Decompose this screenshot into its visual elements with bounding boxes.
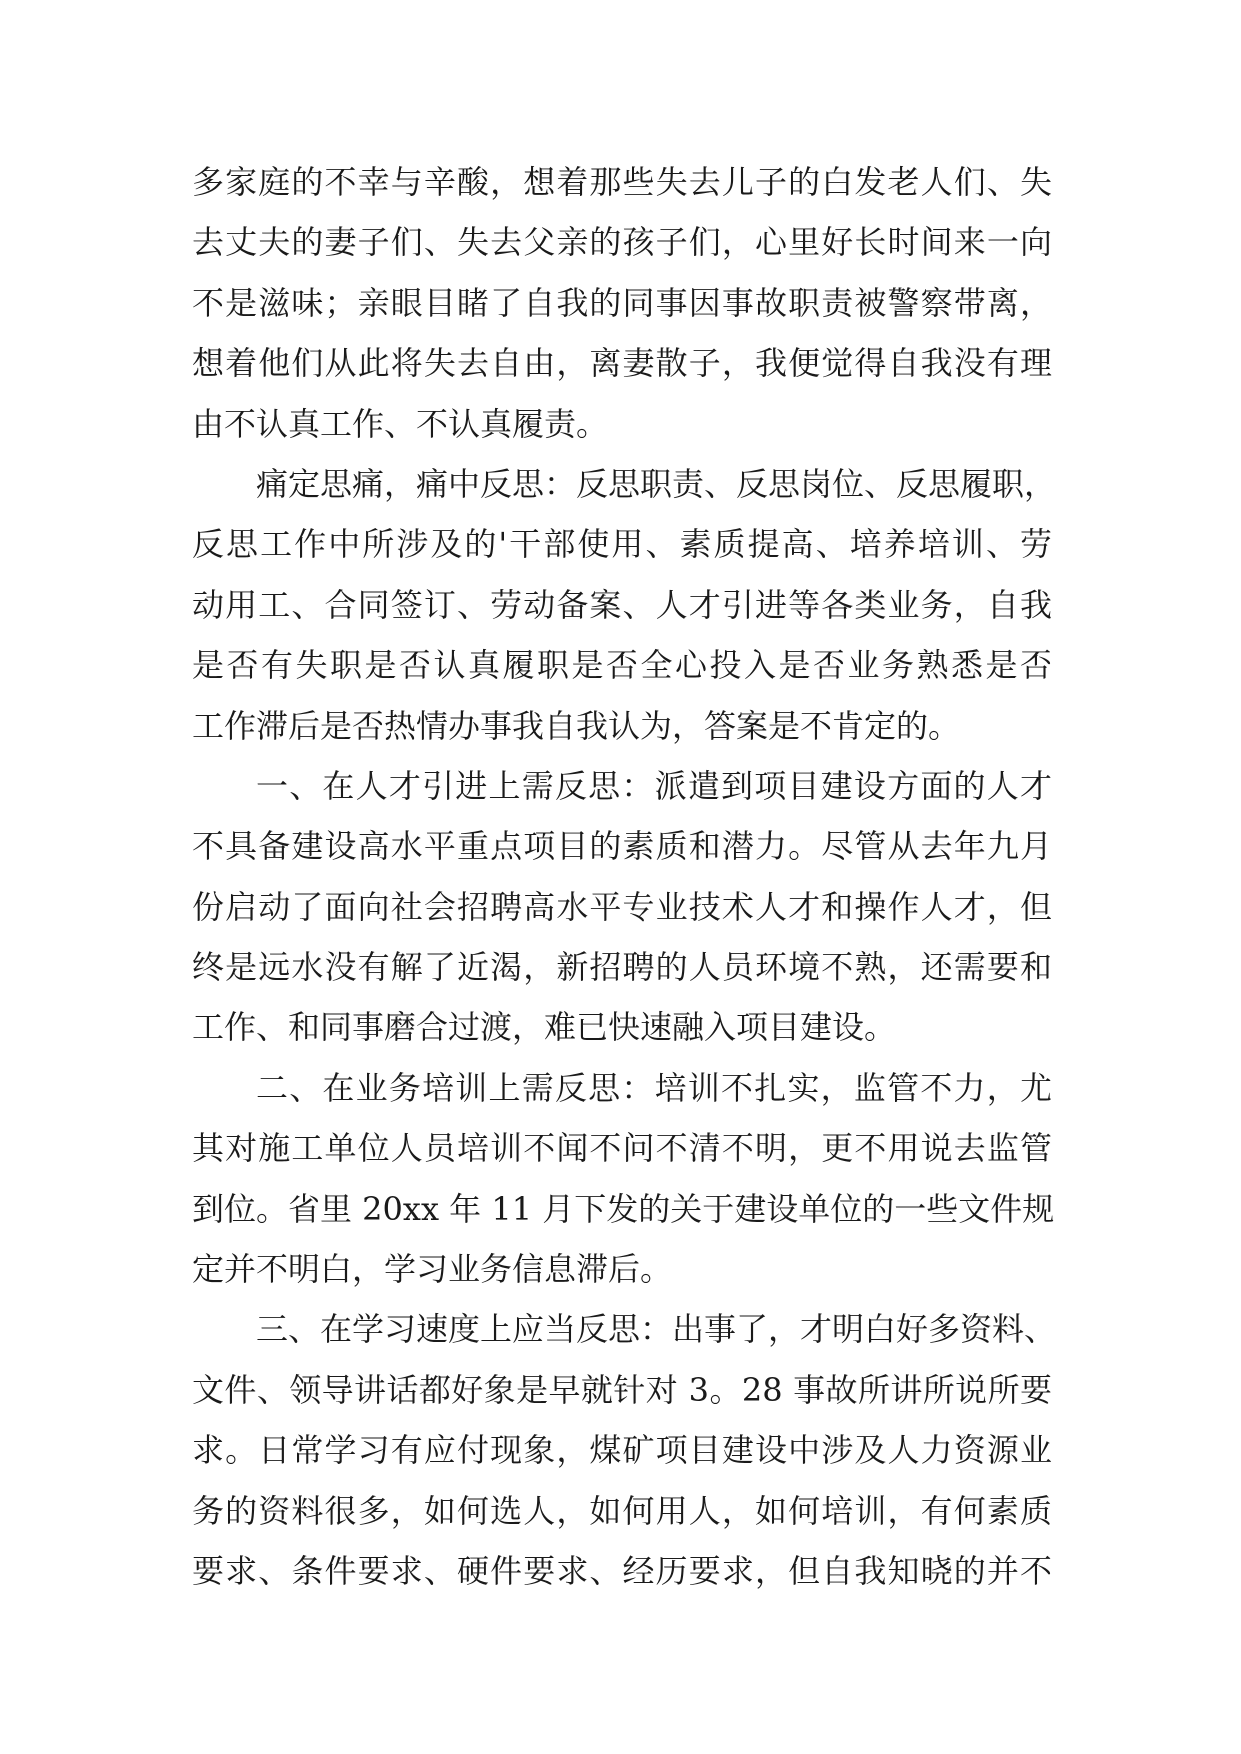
body-text xyxy=(192,152,1057,1601)
paragraph-first-line: 痛定思痛，痛中反思：反思职责、反思岗位、反思履职， xyxy=(256,464,1057,503)
text-line: 务的资料很多，如何选人，如何用人，如何培训，有何素质 xyxy=(192,1491,1052,1530)
text-line: 求。日常学习有应付现象，煤矿项目建设中涉及人力资源业 xyxy=(192,1431,1052,1470)
text-line: 反思工作中所涉及的'干部使用、素质提高、培养培训、劳 xyxy=(192,525,1052,564)
text-line: 份启动了面向社会招聘高水平专业技术人才和操作人才，但 xyxy=(192,887,1052,926)
text-line: 文件、领导讲话都好象是早就针对 3。28 事故所讲所说所要 xyxy=(192,1370,1052,1409)
text-line: 不具备建设高水平重点项目的素质和潜力。尽管从去年九月 xyxy=(192,827,1052,866)
paragraph-first-line: 二、在业务培训上需反思：培训不扎实，监管不力，尤 xyxy=(256,1068,1052,1107)
text-line: 去丈夫的妻子们、失去父亲的孩子们，心里好长时间来一向 xyxy=(192,223,1052,262)
text-line: 动用工、合同签订、劳动备案、人才引进等各类业务，自我 xyxy=(192,585,1052,624)
text-line: 要求、条件要求、硬件要求、经历要求，但自我知晓的并不 xyxy=(192,1551,1052,1590)
text-line: 终是远水没有解了近渴，新招聘的人员环境不熟，还需要和 xyxy=(192,948,1052,987)
text-line: 工作滞后是否热情办事我自我认为，答案是不肯定的。 xyxy=(192,706,961,745)
text-line: 到位。省里 20xx 年 11 月下发的关于建设单位的一些文件规 xyxy=(192,1189,1055,1228)
paragraph-first-line: 一、在人才引进上需反思：派遣到项目建设方面的人才 xyxy=(256,766,1052,805)
paragraph-first-line: 三、在学习速度上应当反思：出事了，才明白好多资料、 xyxy=(256,1310,1057,1349)
text-line: 是否有失职是否认真履职是否全心投入是否业务熟悉是否 xyxy=(192,646,1052,685)
text-line: 多家庭的不幸与辛酸，想着那些失去儿子的白发老人们、失 xyxy=(192,163,1052,201)
text-line: 不是滋味；亲眼目睹了自我的同事因事故职责被警察带离， xyxy=(192,283,1052,322)
text-line: 想着他们从此将失去自由，离妻散子，我便觉得自我没有理 xyxy=(192,344,1052,383)
text-line: 定并不明白，学习业务信息滞后。 xyxy=(192,1250,673,1289)
text-line: 其对施工单位人员培训不闻不问不清不明，更不用说去监管 xyxy=(192,1129,1052,1168)
text-line: 由不认真工作、不认真履责。 xyxy=(192,404,609,443)
text-line: 工作、和同事磨合过渡，难已快速融入项目建设。 xyxy=(192,1008,897,1047)
